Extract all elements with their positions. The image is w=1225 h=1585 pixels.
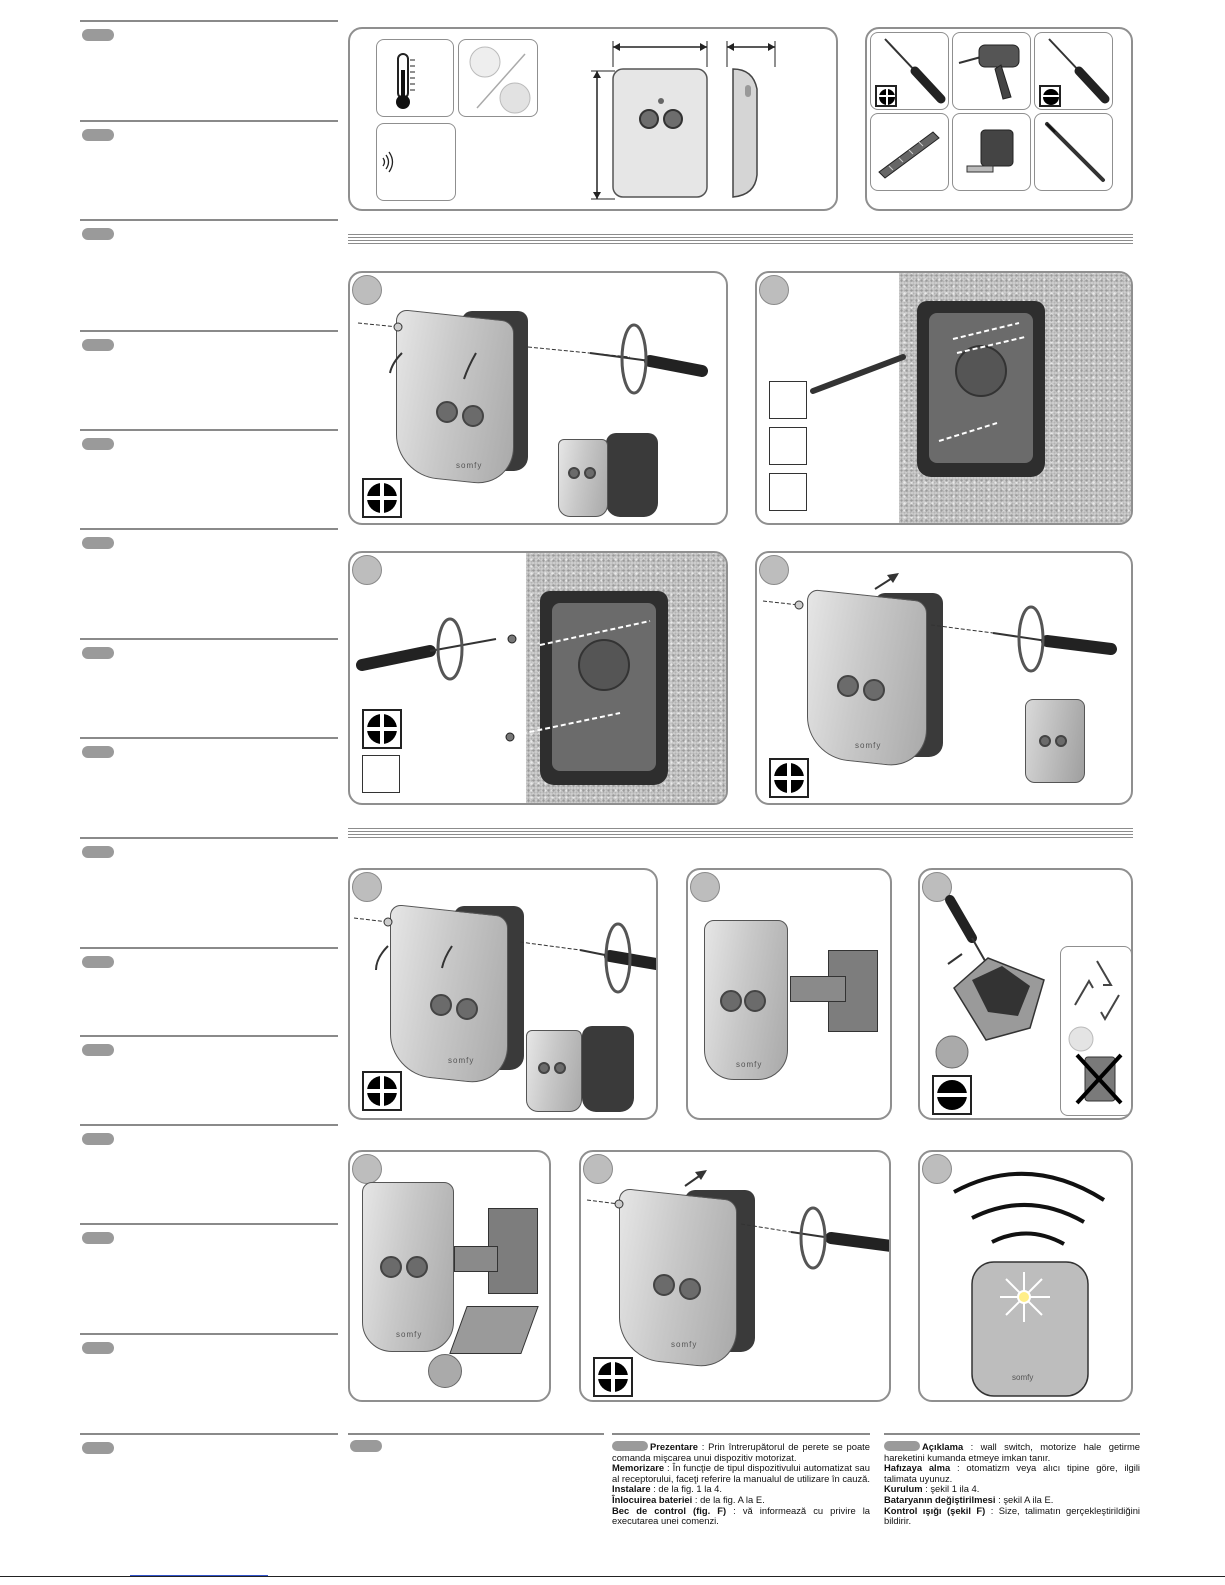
phillips-head-icon (362, 1071, 402, 1111)
dimension-drawing (585, 37, 795, 207)
intro-label: Açıklama (922, 1441, 964, 1452)
section-divider (348, 234, 1133, 246)
memo-label: Hafızaya alma (884, 1462, 951, 1474)
language-pill (82, 1342, 114, 1354)
memo-text: : otomatizm veya alıcı tipine göre, ilgili talimata uyunuz. (884, 1462, 1140, 1484)
slot-head-icon (932, 1075, 972, 1115)
flat-screwdriver-box (1034, 32, 1113, 110)
intro-text: : Prin întrerupătorul de perete se poate comanda mişcarea unui dispozitiv motorizat. (612, 1441, 870, 1463)
switch-cover (362, 1182, 542, 1392)
page-bottom-rule (0, 1576, 1225, 1577)
language-pill (82, 1044, 114, 1056)
text-column-tr (884, 1441, 1140, 1527)
column-rule (884, 1433, 1140, 1435)
language-pill (884, 1441, 920, 1451)
switch-device-small (1025, 699, 1087, 785)
drill-icon (769, 473, 807, 511)
language-pill (82, 746, 114, 758)
light-label: Bec de control (fig. F) (612, 1504, 727, 1516)
battery-step-d-panel (348, 1150, 551, 1402)
step-marker (352, 1154, 382, 1184)
language-block (80, 638, 338, 640)
language-pill (82, 1133, 114, 1145)
language-block (80, 1124, 338, 1126)
step-1-annotations (350, 273, 728, 525)
language-block (80, 120, 338, 122)
wall-plug-icon (871, 114, 949, 191)
battery-step-f-panel (918, 1150, 1133, 1402)
language-block (80, 20, 338, 22)
phillips-head-icon (362, 709, 402, 749)
battery-label: Înlocuirea bateriei (612, 1493, 693, 1505)
switch-device-small (526, 1026, 636, 1116)
language-block (80, 1433, 338, 1435)
drill-icon (953, 33, 1031, 110)
language-pill (82, 438, 114, 450)
install-step-1-panel (348, 271, 728, 525)
switch-cover (704, 920, 884, 1100)
tape-measure-icon (769, 381, 807, 419)
language-pill (82, 537, 114, 549)
device-logo: somfy (456, 461, 483, 470)
step-f-drawing (920, 1152, 1133, 1402)
language-pill (82, 1442, 114, 1454)
pencil-box (1034, 113, 1113, 191)
footer-link-underline[interactable] (130, 1575, 268, 1576)
language-pill (82, 29, 114, 41)
tape-measure-box (952, 113, 1031, 191)
language-pill (82, 956, 114, 968)
phillips-screwdriver-box (870, 32, 949, 110)
insert-arrow (790, 976, 846, 1002)
battery-coin-icon (459, 40, 538, 117)
pencil-icon (769, 427, 807, 465)
language-block (80, 330, 338, 332)
device-logo: somfy (448, 1056, 475, 1065)
radio-box (376, 123, 456, 201)
language-pill (82, 339, 114, 351)
language-block (80, 737, 338, 739)
wall-plug-box (870, 113, 949, 191)
language-block (80, 1333, 338, 1335)
column-rule (348, 1433, 604, 1435)
text-column-ro (612, 1441, 870, 1527)
battery-label: Bataryanın değiştirilmesi (884, 1493, 996, 1505)
language-pill (612, 1441, 648, 1451)
phillips-head-icon (362, 478, 402, 518)
language-block (80, 947, 338, 949)
memo-text: : În funcţie de tipul dispozitivului automatizat sau al receptorului, faceţi referire la manualul de utilizare în cauză. (612, 1462, 870, 1484)
tools-panel (865, 27, 1133, 211)
temperature-box (376, 39, 454, 117)
battery-box (458, 39, 538, 117)
install-step-3-panel (348, 551, 728, 805)
install-text: : de la fig. 1 la 4. (650, 1483, 722, 1495)
switch-device-small (558, 433, 658, 519)
install-label: Instalare (612, 1483, 651, 1495)
light-text: : Size, talimatın gerçekleştirildiğini bildirir. (884, 1504, 1140, 1527)
pencil-icon (1035, 114, 1113, 191)
phillips-head-icon (769, 758, 809, 798)
language-pill (82, 129, 114, 141)
language-block (80, 837, 338, 839)
device-logo: somfy (396, 1330, 423, 1339)
language-pill (82, 647, 114, 659)
light-label: Kontrol ışığı (şekil F) (884, 1504, 986, 1516)
language-block (80, 1035, 338, 1037)
language-block (80, 219, 338, 221)
intro-label: Prezentare (650, 1441, 698, 1452)
drill-box (952, 32, 1031, 110)
battery-step-a-panel (348, 868, 658, 1120)
thermometer-icon (377, 40, 454, 117)
battery-text: : şekil A ila E. (995, 1493, 1054, 1505)
specs-panel (348, 27, 838, 211)
language-pill (82, 846, 114, 858)
column-rule (612, 1433, 870, 1435)
language-block (80, 429, 338, 431)
install-text: : şekil 1 ila 4. (922, 1483, 980, 1495)
phillips-head-icon (593, 1357, 633, 1397)
recycle-box (1060, 946, 1132, 1116)
step-marker (690, 872, 720, 902)
language-block (80, 1223, 338, 1225)
tape-measure-icon (953, 114, 1031, 191)
step-2-annotations (757, 273, 1133, 525)
language-pill (350, 1440, 382, 1452)
battery-step-b-panel (686, 868, 892, 1120)
phillips-head-icon (875, 85, 897, 107)
remove-arrow (454, 1246, 498, 1272)
language-pill (82, 228, 114, 240)
step-3-annotations (350, 553, 728, 805)
language-pill (82, 1232, 114, 1244)
device-logo: somfy (855, 741, 882, 750)
install-step-4-panel (755, 551, 1133, 805)
section-divider (348, 828, 1133, 840)
battery-step-e-panel (579, 1150, 891, 1402)
install-label: Kurulum (884, 1483, 923, 1495)
install-step-2-panel (755, 271, 1133, 525)
intro-text: : wall switch, motorize hale getirme hareketini kumanda etmeye imkan tanır. (884, 1441, 1140, 1463)
battery-text: : de la fig. A la E. (692, 1493, 765, 1505)
memo-label: Memorizare (612, 1462, 665, 1474)
wall-plug-icon (362, 755, 400, 793)
battery-coin (428, 1354, 462, 1388)
light-text: : vă informează cu privire la executarea unei comenzi. (612, 1504, 871, 1527)
recycle-icon (1061, 947, 1132, 1116)
device-logo: somfy (671, 1340, 698, 1349)
language-block (80, 528, 338, 530)
battery-step-c-panel (918, 868, 1133, 1120)
device-logo: somfy (736, 1060, 763, 1069)
device-logo: somfy (1012, 1373, 1034, 1382)
radio-wave-icon (377, 124, 456, 201)
slot-head-icon (1039, 85, 1061, 107)
